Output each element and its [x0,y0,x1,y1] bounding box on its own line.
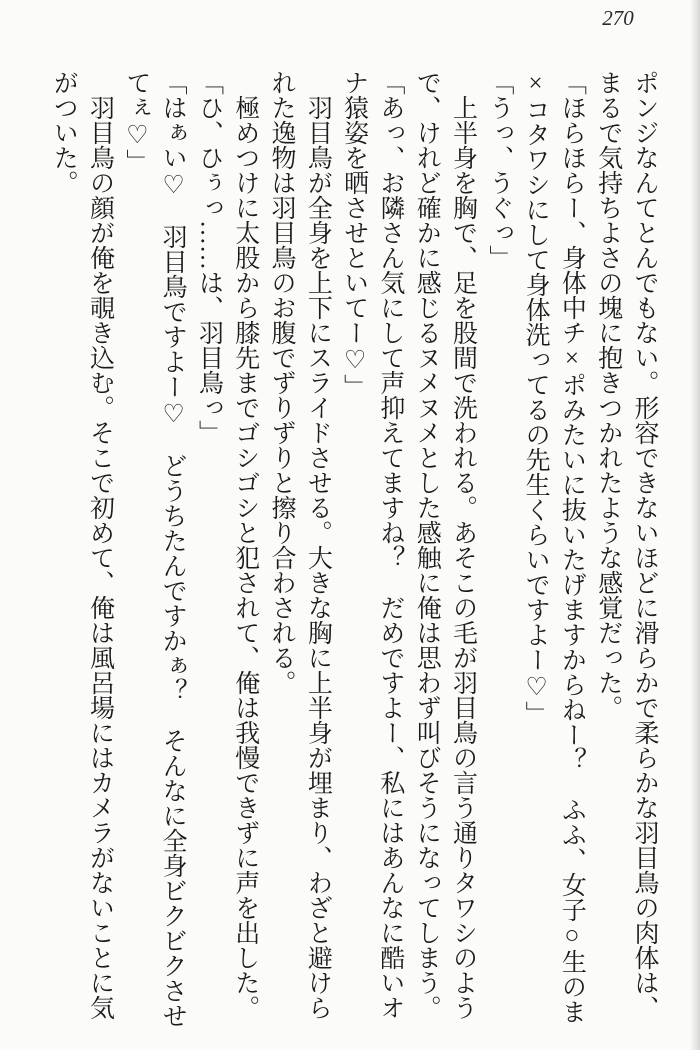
text-line: 極めつけに太股から膝先までゴシゴシと犯されて、俺は我慢できずに声を出した。 [231,95,259,1020]
text-line: てぇ♡」 [122,70,150,174]
text-line: ナ猿姿を晒させといてー♡」 [340,70,368,399]
text-line: 「はぁい♡ 羽目鳥ですよー♡ どうちたんですかぁ？ そんなに全身ビクビクさせ [159,70,187,1028]
text-line: 「ひ、ひぅっ……は、羽目鳥っ」 [195,70,223,445]
text-line: 「ほらほらー、身体中チ×ポみたいに抜いたげますからねー？ ふふ、女子○生のま [558,70,586,1024]
text-line: 上半身を胸で、足を股間で洗われる。あそこの毛が羽目鳥の言う通りタワシのよう [449,95,477,1020]
text-line: 羽目鳥が全身を上下にスライドさせる。大きな胸に上半身が埋まり、わざと避けら [304,95,332,1020]
text-line: 「うっ、うぐっ」 [485,70,513,270]
text-line: れた逸物は羽目鳥のお腹でずりずりと擦り合わされる。 [268,70,296,695]
text-line: 羽目鳥の顔が俺を覗き込む。そこで初めて、俺は風呂場にはカメラがないことに気 [86,95,114,1020]
text-line: で、けれど確かに感じるヌメヌメとした感触に俺は思わず叫びそうになってしまう。 [413,70,441,1020]
scan-edge-shadow [690,0,700,1050]
text-block [45,70,662,1028]
text-line: ×コタワシにして身体洗ってるの先生くらいですよー♡」 [522,70,550,726]
text-line: ポンジなんてとんでもない。形容できないほどに滑らかで柔らかな羽目鳥の肉体は、 [631,70,658,1020]
page-number: 270 [602,6,634,30]
text-line: がついた。 [50,70,78,195]
text-line: まるで気持ちよさの塊に抱きつかれたような感覚だった。 [594,70,622,720]
text-line: 「あっ、お隣さん気にして声抑えてますね？ だめですよー、私にはあんなに酷いオ [376,70,404,1020]
